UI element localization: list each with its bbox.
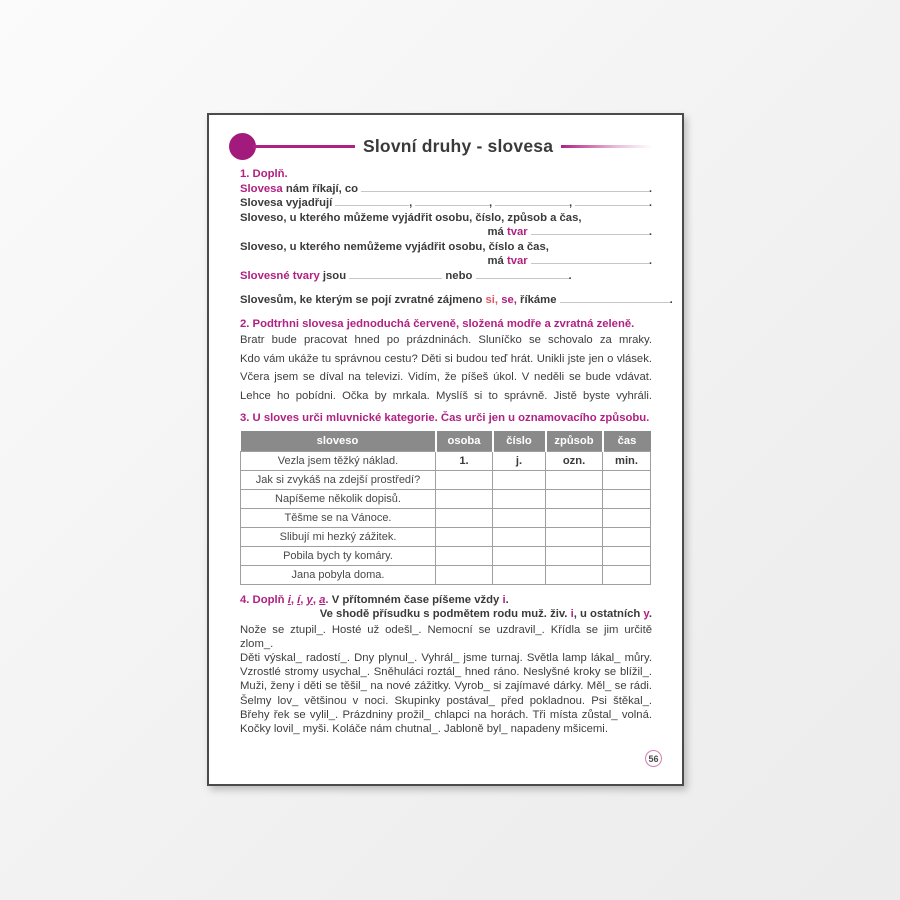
table-header-cell: způsob <box>546 431 603 452</box>
text-segment: 4. Doplň <box>240 593 288 606</box>
table-cell <box>546 565 603 584</box>
table-cell <box>546 527 603 546</box>
text-segment: jsou <box>322 269 350 282</box>
exercise-4-subheading <box>240 607 652 622</box>
exercise-4 <box>240 593 652 737</box>
table-header-cell: číslo <box>493 431 546 452</box>
table-cell: Vezla jsem těžký náklad. <box>241 451 436 470</box>
table-row <box>241 565 651 584</box>
text-segment: y <box>306 593 313 606</box>
table-cell <box>603 527 651 546</box>
exercise-1-heading: 1. Doplň. <box>240 168 288 180</box>
table-row <box>241 489 651 508</box>
fill-in-blank <box>361 182 649 192</box>
table-cell: ozn. <box>546 451 603 470</box>
title-rule-right <box>561 145 652 148</box>
text-segment: Slovesa vyjadřují <box>240 197 336 209</box>
text-segment: Sloveso, u kterého nemůžeme vyjádřit osobu, číslo a čas, <box>240 240 549 253</box>
text-segment: Slovesa <box>240 182 286 195</box>
text-segment: . <box>669 294 673 306</box>
text-line: Lehce ho pobídni. Očka by mrkala. Myslíš si to správně. Jistě byste vyhráli. <box>240 389 652 402</box>
text-segment: , <box>300 593 307 606</box>
table-header-cell: osoba <box>436 431 493 452</box>
fill-in-blank <box>531 254 649 264</box>
table-cell <box>493 489 546 508</box>
fill-in-line <box>240 196 652 211</box>
text-line: Muži, ženy i děti se těšil_ na nové zážitky. Vyrob_ si zajímavé dárky. Měl_ se rádi. <box>240 680 652 693</box>
page-header <box>229 133 652 160</box>
fill-in-blank <box>575 196 649 206</box>
text-segment: . <box>505 593 509 606</box>
text-line: Včera jsem se díval na televizi. Vidím, že píšeš úkol. V neděli se bude vdávat. <box>240 371 652 383</box>
fill-in-blank <box>560 293 670 303</box>
text-line: Děti výskal_ radostí_. Dny plynul_. Vyhrál_ jsme turnaj. Světla lamp lákal_ můry. <box>240 651 652 664</box>
exercise-3 <box>240 411 652 585</box>
text-segment: , <box>409 197 416 209</box>
table-cell <box>436 527 493 546</box>
text-line: Kdo vám ukáže tu správnou cestu? Děti si budou teď hrát. Unikli jste jen o vlásek. <box>240 352 652 365</box>
spacer <box>240 283 652 293</box>
table-cell: Jana pobyla doma. <box>241 565 436 584</box>
text-segment: . <box>648 197 652 209</box>
table-cell <box>436 565 493 584</box>
table-cell <box>546 546 603 565</box>
table-cell <box>493 527 546 546</box>
text-segment: , u ostatních <box>573 608 644 620</box>
fill-in-blank <box>495 196 569 206</box>
table-cell: Napíšeme několik dopisů. <box>241 489 436 508</box>
text-segment: i <box>570 608 574 620</box>
table-cell <box>603 470 651 489</box>
table-row <box>241 451 651 470</box>
bullet-circle-icon <box>229 133 256 160</box>
text-line: Nože se ztupil_. Hosté už odešl_. Nemocní se uzdravil_. Křídla se jim určitě zlom_. <box>240 623 652 650</box>
fill-in-blank <box>476 269 569 279</box>
text-segment: říkáme <box>516 294 560 306</box>
text-segment: V přítomném čase píšeme vždy <box>331 593 503 606</box>
text-segment: , <box>312 593 320 606</box>
table-cell <box>603 489 651 508</box>
text-segment: , <box>489 197 496 209</box>
text-segment: a <box>319 593 326 606</box>
text-segment: si, <box>485 294 499 306</box>
fill-in-blank <box>349 269 442 279</box>
table-cell <box>436 546 493 565</box>
table-cell: Slibují mi hezký zážitek. <box>241 527 436 546</box>
fill-in-line <box>240 225 652 240</box>
text-segment: má <box>487 255 507 267</box>
text-segment: , <box>290 593 298 606</box>
fill-in-line <box>240 269 652 284</box>
text-segment: y <box>643 608 649 620</box>
text-line: Kočky lovil_ myši. Koláče nám chutnal_. Jabloně byl_ napadeny mšicemi. <box>240 722 608 735</box>
text-segment: tvar <box>506 255 531 267</box>
table-cell <box>546 470 603 489</box>
table-cell: Jak si zvykáš na zdejší prostředí? <box>241 470 436 489</box>
text-segment: . <box>325 593 332 606</box>
table-header-row <box>241 431 651 452</box>
text-segment: Ve shodě přísudku s podmětem rodu muž. živ. <box>319 608 571 620</box>
table-cell <box>603 565 651 584</box>
table-cell <box>493 470 546 489</box>
text-segment: má <box>487 226 507 238</box>
table-cell: 1. <box>436 451 493 470</box>
table-header-cell: sloveso <box>241 431 436 452</box>
text-segment: i <box>502 593 506 606</box>
table-row <box>241 508 651 527</box>
table-cell <box>436 470 493 489</box>
text-line: Břehy řek se vylil_. Prázdniny prožil_ chlapci na horách. Tři místa zůstal_ volná. <box>240 708 652 721</box>
fill-in-blank <box>531 225 649 235</box>
fill-in-blank <box>335 196 409 206</box>
verbs-table <box>240 431 651 585</box>
text-segment: . <box>648 182 652 195</box>
table-cell <box>436 489 493 508</box>
text-line: Šelmy lov_ většinou v noci. Skupinky postával_ před pokladnou. Psi štěkal_. <box>240 694 652 707</box>
table-cell: Pobila bych ty komáry. <box>241 546 436 565</box>
table-cell <box>436 508 493 527</box>
exercise-2-text <box>240 331 652 405</box>
text-segment: . <box>648 608 652 620</box>
table-cell <box>603 546 651 565</box>
text-segment: í <box>297 593 301 606</box>
fill-in-line <box>240 211 652 226</box>
text-segment: Slovesné tvary <box>240 269 323 282</box>
page-title: Slovní druhy - slovesa <box>363 136 554 156</box>
table-header-cell: čas <box>603 431 651 452</box>
text-line: Vzrostlé stromy usychal_. Sněhuláci roztál_ hned ráno. Neslyšné kroky se blížil_. <box>240 666 652 679</box>
exercise-4-text <box>240 623 652 737</box>
table-cell: Těšme se na Vánoce. <box>241 508 436 527</box>
text-segment: se, <box>501 294 517 306</box>
text-segment: tvar <box>506 226 531 238</box>
table-cell: j. <box>493 451 546 470</box>
exercise-2-heading: 2. Podtrhni slovesa jednoduchá červeně, složená modře a zvratná zeleně. <box>240 317 635 330</box>
text-segment: i <box>287 593 291 606</box>
exercise-2 <box>240 317 652 406</box>
text-segment: nám říkají, co <box>285 182 362 195</box>
table-cell <box>493 565 546 584</box>
fill-in-line <box>240 293 673 308</box>
exercise-3-heading: 3. U sloves urči mluvnické kategorie. Čas urči jen u oznamovacího způsobu. <box>240 412 650 424</box>
table-row <box>241 546 651 565</box>
exercise-4-heading <box>240 593 652 608</box>
title-rule-left <box>253 145 355 148</box>
fill-in-line <box>240 182 652 197</box>
page-number-badge: 56 <box>645 750 662 767</box>
table-row <box>241 527 651 546</box>
table-cell <box>493 508 546 527</box>
fill-in-line <box>240 254 652 269</box>
text-segment: . <box>648 255 652 267</box>
text-segment: . <box>648 226 652 238</box>
text-segment: Sloveso, u kterého můžeme vyjádřit osobu, číslo, způsob a čas, <box>240 211 582 224</box>
fill-in-blank <box>415 196 489 206</box>
text-segment: nebo <box>442 269 476 282</box>
exercise-1 <box>240 167 673 308</box>
text-line: Bratr bude pracovat hned po prázdninách. Sluníčko se schovalo za mraky. <box>240 334 652 346</box>
text-segment: , <box>568 197 576 209</box>
text-segment: Slovesům, ke kterým se pojí zvratné zájmeno <box>240 294 486 306</box>
table-row <box>241 470 651 489</box>
table-cell <box>546 489 603 508</box>
table-cell <box>546 508 603 527</box>
table-cell <box>603 508 651 527</box>
worksheet-page <box>207 113 684 786</box>
fill-in-line <box>240 240 652 255</box>
table-cell <box>493 546 546 565</box>
text-segment: . <box>568 269 572 282</box>
table-cell: min. <box>603 451 651 470</box>
